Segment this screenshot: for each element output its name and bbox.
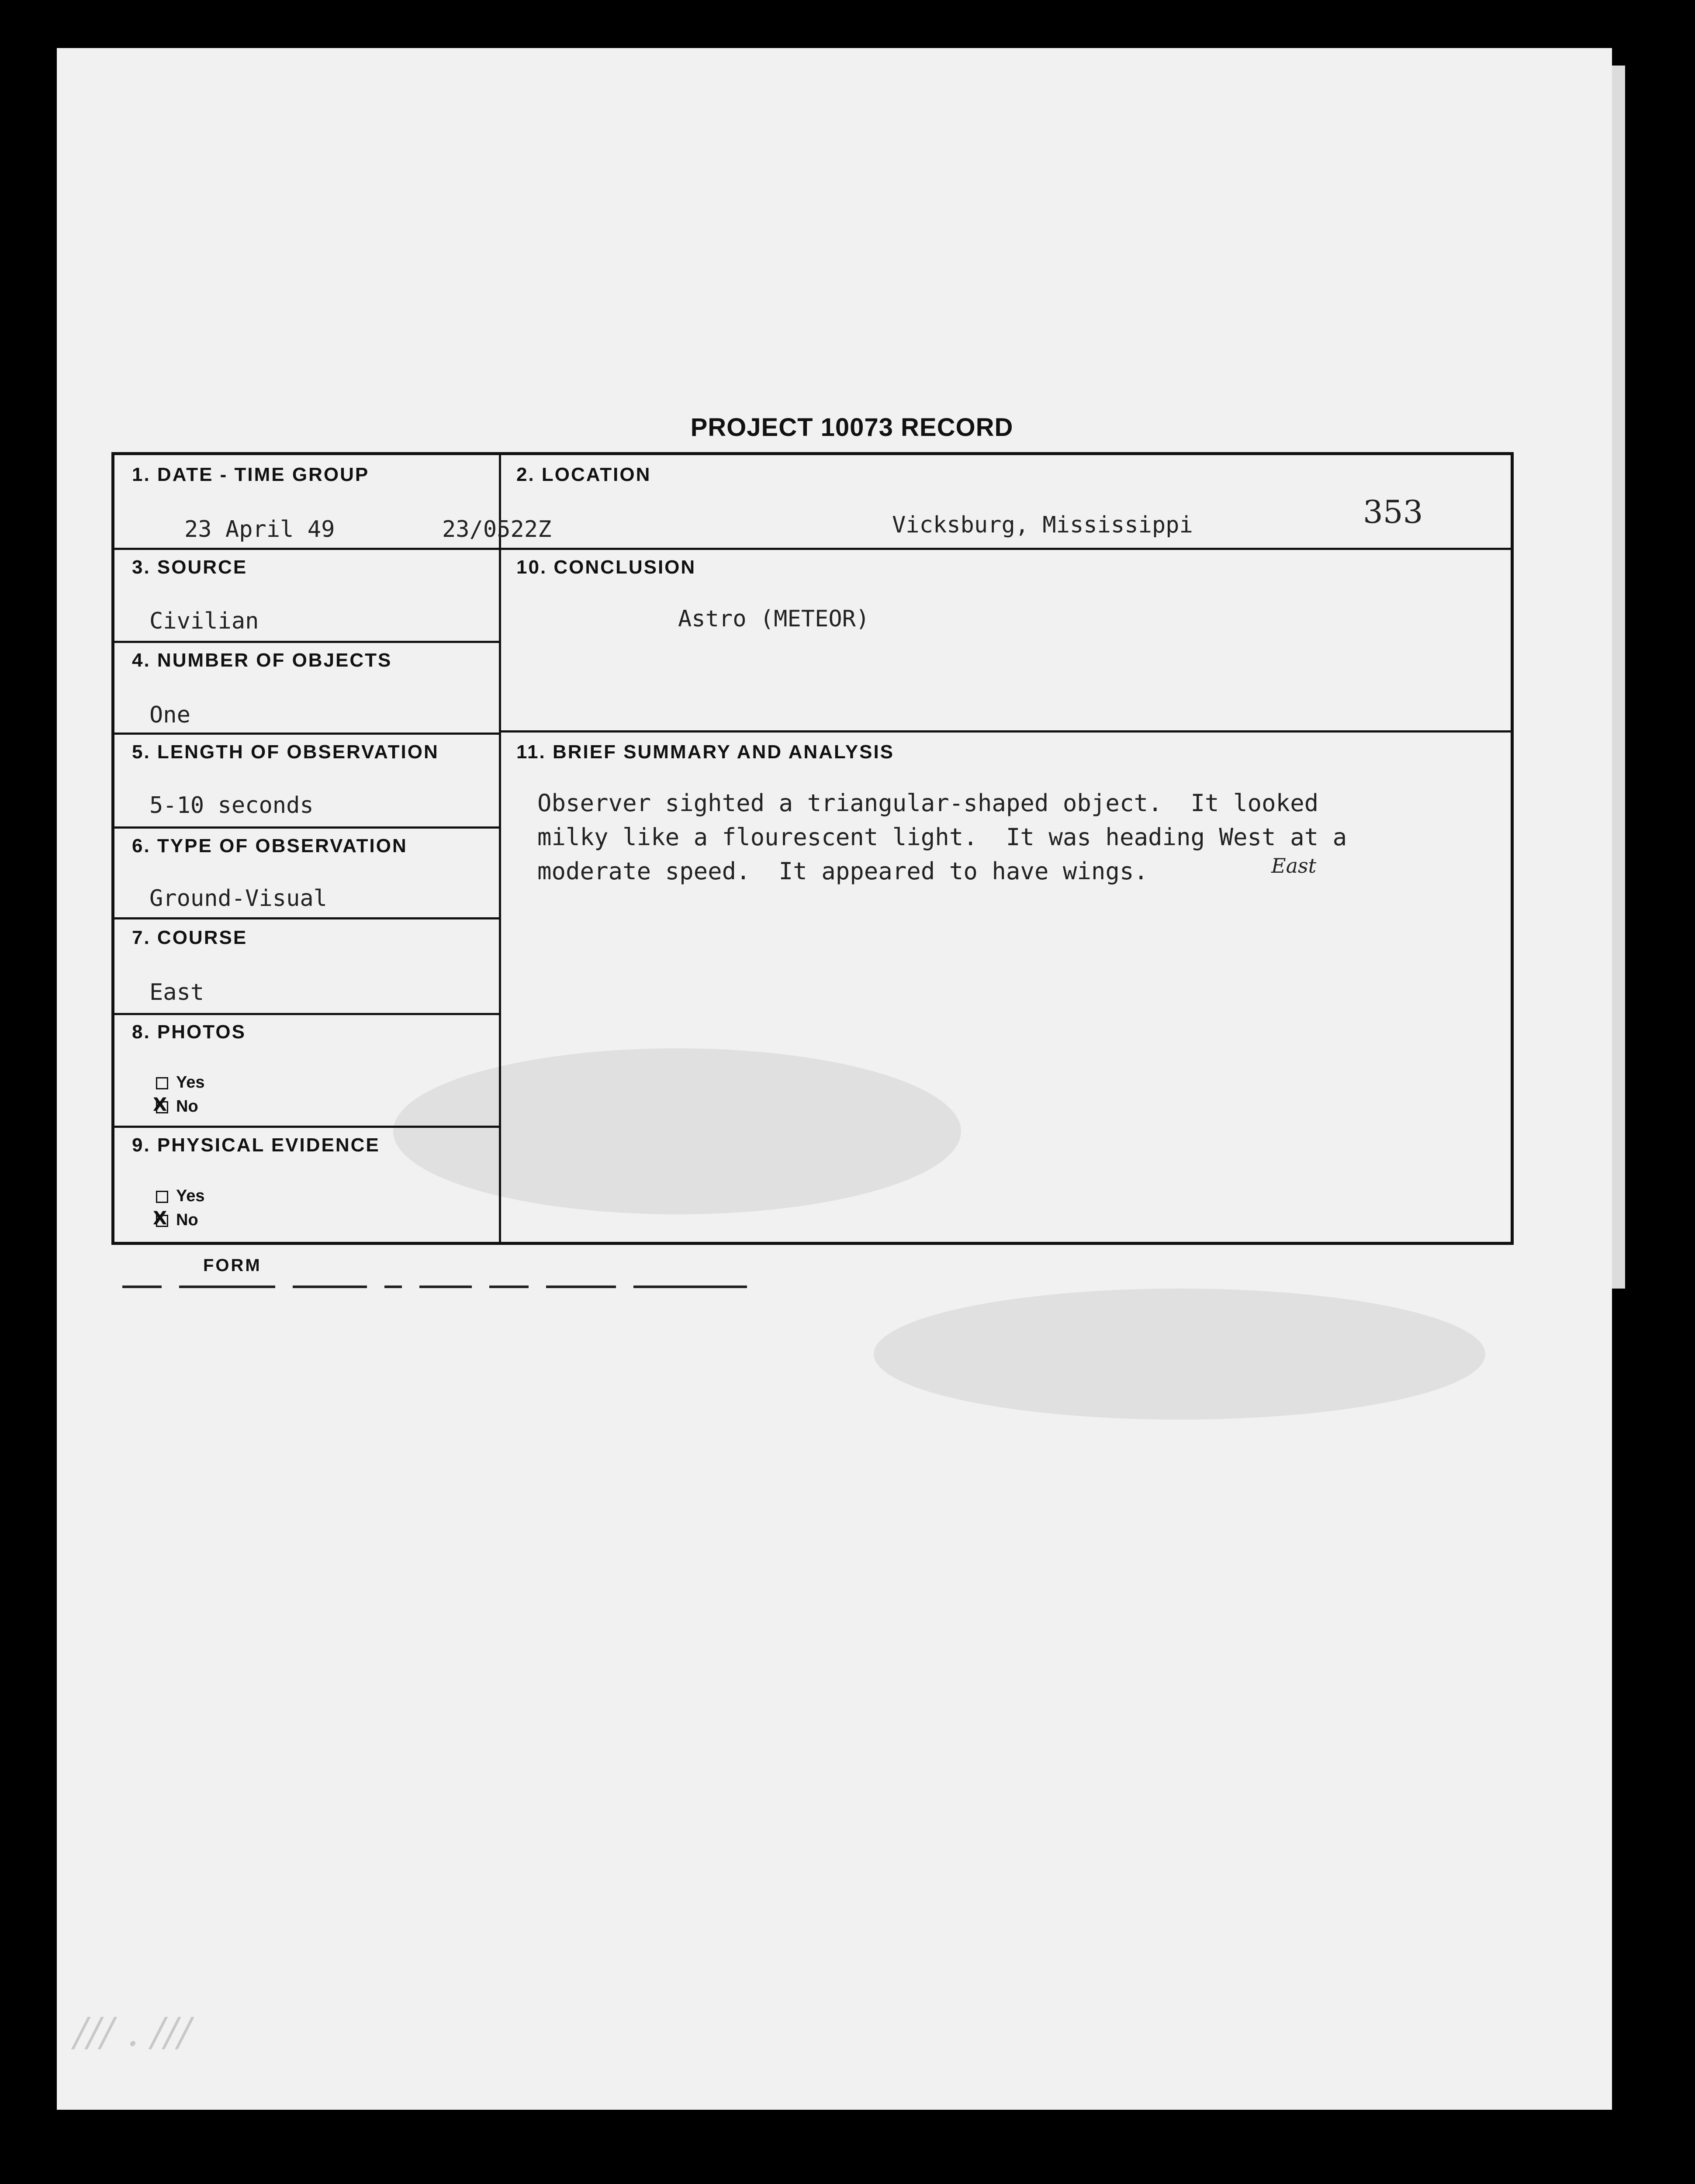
summary-line: moderate speed. It appeared to have wings. <box>537 857 1148 885</box>
source-label: 3. SOURCE <box>132 556 248 578</box>
physical-evidence-yes-option <box>156 1187 205 1206</box>
photos-yes-option <box>156 1073 205 1092</box>
conclusion-label: 10. CONCLUSION <box>516 556 696 578</box>
option-label: Yes <box>176 1187 205 1205</box>
column-divider <box>499 455 501 1245</box>
photos-no-mark: X <box>153 1094 167 1115</box>
row-divider <box>114 826 499 829</box>
summary-line: milky like a flourescent light. It was heading West at a <box>537 823 1347 851</box>
length-of-observation-label: 5. LENGTH OF OBSERVATION <box>132 741 439 763</box>
date-time-label: 1. DATE - TIME GROUP <box>132 464 370 485</box>
record-title: PROJECT 10073 RECORD <box>690 413 1014 442</box>
date-value: 23 April 49 <box>184 516 335 543</box>
footer-cutoff-text <box>122 1282 865 1288</box>
source-value: Civilian <box>149 608 259 634</box>
type-of-observation-value: Ground-Visual <box>149 885 327 912</box>
row-divider <box>114 733 499 735</box>
option-label: Yes <box>176 1073 205 1092</box>
row-divider <box>114 1126 499 1128</box>
number-of-objects-label: 4. NUMBER OF OBJECTS <box>132 650 392 671</box>
summary-line: Observer sighted a triangular-shaped object. It looked <box>537 789 1319 817</box>
location-label: 2. LOCATION <box>516 464 651 485</box>
faint-marks: /// . /// <box>74 2009 191 2055</box>
row-divider <box>114 641 499 643</box>
handwritten-number: 353 <box>1363 494 1423 530</box>
checkbox-icon <box>156 1191 168 1203</box>
time-value: 23/0522Z <box>442 516 552 543</box>
row-divider <box>114 548 1512 550</box>
number-of-objects-value: One <box>149 702 190 728</box>
row-divider <box>114 917 499 919</box>
type-of-observation-label: 6. TYPE OF OBSERVATION <box>132 835 408 857</box>
checkbox-icon <box>156 1077 168 1089</box>
conclusion-value: Astro (METEOR) <box>678 606 870 632</box>
summary-label: 11. BRIEF SUMMARY AND ANALYSIS <box>516 741 895 763</box>
option-label: No <box>176 1211 198 1229</box>
length-of-observation-value: 5-10 seconds <box>149 792 314 819</box>
location-value: Vicksburg, Mississippi <box>892 512 1193 538</box>
course-label: 7. COURSE <box>132 927 248 948</box>
physical-evidence-no-mark: X <box>153 1207 167 1229</box>
option-label: No <box>176 1097 198 1116</box>
row-divider <box>499 730 1512 733</box>
handwritten-correction: East <box>1271 854 1317 878</box>
course-value: East <box>149 979 204 1006</box>
smudge <box>874 1289 1485 1420</box>
page-edge <box>1612 66 1625 1289</box>
footer-form-label: FORM <box>203 1256 262 1275</box>
physical-evidence-label: 9. PHYSICAL EVIDENCE <box>132 1134 380 1156</box>
row-divider <box>114 1013 499 1015</box>
photos-label: 8. PHOTOS <box>132 1021 246 1043</box>
